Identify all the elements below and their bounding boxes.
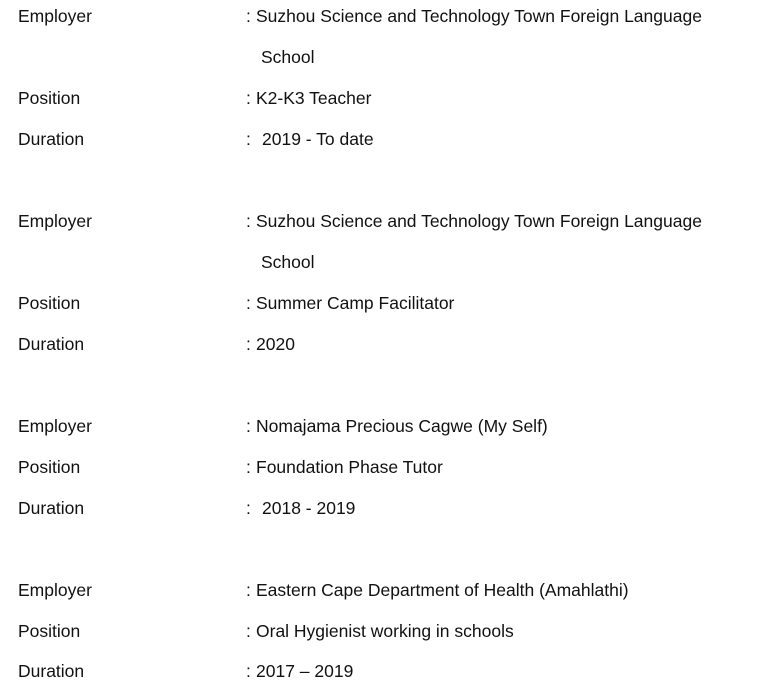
employer-label: Employer <box>18 211 92 231</box>
separator: : <box>246 6 251 26</box>
position-value: Foundation Phase Tutor <box>256 457 443 477</box>
position-row <box>0 78 759 119</box>
duration-label: Duration <box>18 498 85 518</box>
employer-value: Nomajama Precious Cagwe (My Self) <box>256 416 548 436</box>
employer-row <box>0 570 759 611</box>
separator: : <box>246 498 251 518</box>
position-row <box>0 611 759 652</box>
separator: : <box>246 661 251 681</box>
employer-row <box>0 0 759 37</box>
duration-row <box>0 119 759 160</box>
position-label: Position <box>18 88 81 108</box>
duration-row <box>0 651 759 692</box>
employer-label: Employer <box>18 580 92 600</box>
employer-row <box>0 406 759 447</box>
duration-value: 2017 – 2019 <box>256 661 354 681</box>
position-label: Position <box>18 457 81 477</box>
duration-row <box>0 324 759 365</box>
employer-row <box>0 201 759 242</box>
separator: : <box>246 293 251 313</box>
employer-value-continued: School <box>261 47 315 67</box>
duration-row <box>0 488 759 529</box>
employer-label: Employer <box>18 416 92 436</box>
duration-value: 2018 - 2019 <box>262 498 356 518</box>
employer-value: Suzhou Science and Technology Town Foreign Language <box>256 211 702 231</box>
duration-label: Duration <box>18 661 85 681</box>
duration-value: 2020 <box>256 334 295 354</box>
separator: : <box>246 88 251 108</box>
separator: : <box>246 580 251 600</box>
employer-label: Employer <box>18 6 92 26</box>
duration-label: Duration <box>18 129 85 149</box>
employer-value: Suzhou Science and Technology Town Foreign Language <box>256 6 702 26</box>
employer-continuation-row <box>0 37 759 78</box>
separator: : <box>246 211 251 231</box>
position-value: Oral Hygienist working in schools <box>256 621 514 641</box>
position-value: K2-K3 Teacher <box>256 88 372 108</box>
position-label: Position <box>18 293 81 313</box>
position-row <box>0 283 759 324</box>
employer-continuation-row <box>0 242 759 283</box>
separator: : <box>246 621 251 641</box>
duration-value: 2019 - To date <box>262 129 374 149</box>
position-row <box>0 447 759 488</box>
separator: : <box>246 334 251 354</box>
separator: : <box>246 129 251 149</box>
position-label: Position <box>18 621 81 641</box>
separator: : <box>246 416 251 436</box>
employer-value-continued: School <box>261 252 315 272</box>
employer-value: Eastern Cape Department of Health (Amahlathi) <box>256 580 629 600</box>
position-value: Summer Camp Facilitator <box>256 293 455 313</box>
separator: : <box>246 457 251 477</box>
duration-label: Duration <box>18 334 85 354</box>
